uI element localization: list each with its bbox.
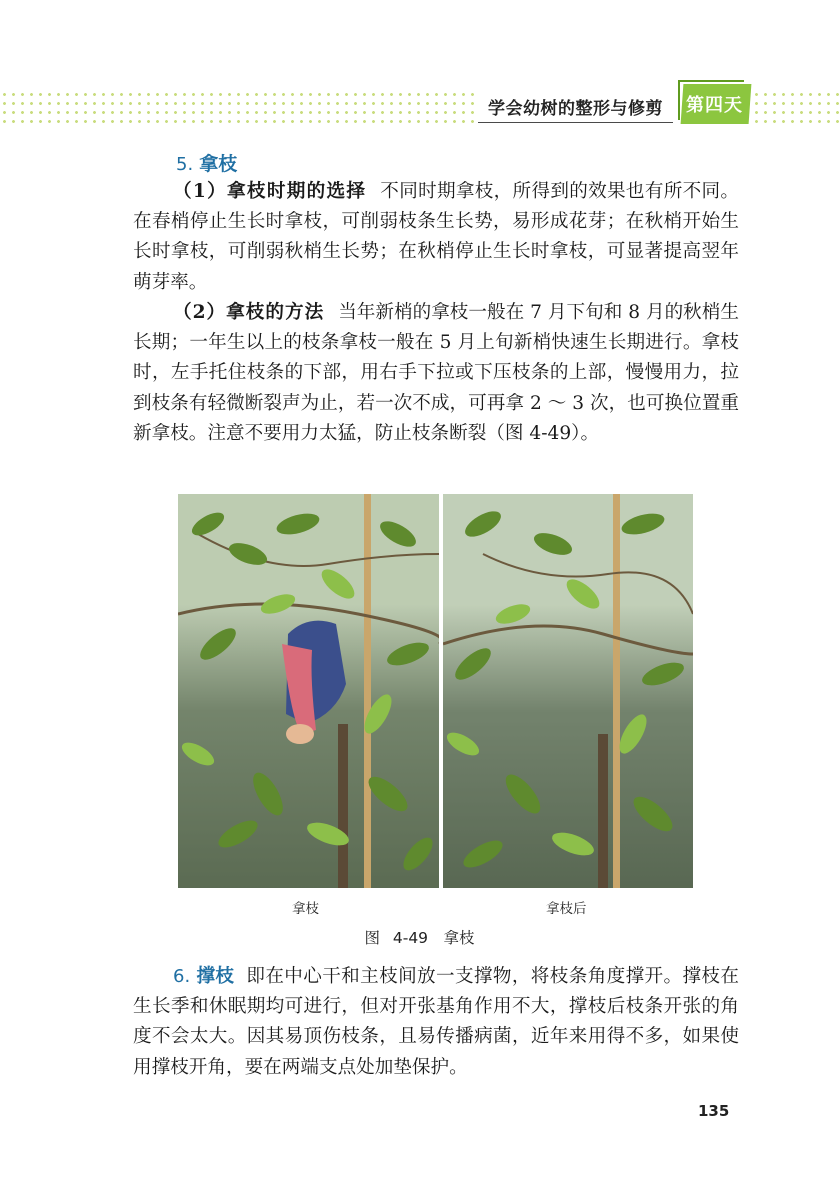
header-dot-pattern-right xyxy=(752,90,839,124)
paragraph-timing xyxy=(133,177,739,298)
section-5-title: 拿枝 xyxy=(199,153,238,175)
header-dot-pattern-left xyxy=(0,90,478,124)
paragraph-method-body: 当年新梢的拿枝一般在 7 月下旬和 8 月的秋梢生长期；一年生以上的枝条拿枝一般在 5 月上旬新梢快速生长期进行。拿枝时，左手托住枝条的下部，用右手下拉或下压枝条的上部，慢慢用力，拉到枝条有轻微断裂声为止，若一次不成，可再拿 2 ～ 3 次，也可换位置重新拿枝。注意不要用力太猛，防止枝条断裂（图 4-49）。 xyxy=(133,302,739,444)
chapter-badge xyxy=(678,80,750,126)
figure-title: 图 4-49 拿枝 xyxy=(364,929,475,947)
paragraph-method-lead: （2）拿枝的方法 xyxy=(173,302,325,323)
page-number: 135 xyxy=(698,1102,730,1120)
running-header-title: 学会幼树的整形与修剪 xyxy=(488,99,663,119)
figure-left-caption: 拿枝 xyxy=(292,901,319,917)
photo-after-bending-illustration xyxy=(443,494,693,888)
paragraph-timing-body: 不同时期拿枝，所得到的效果也有所不同。在春梢停止生长时拿枝，可削弱枝条生长势，易形成花芽；在秋梢开始生长时拿枝，可削弱秋梢生长势；在秋梢停止生长时拿枝，可显著提高翌年萌芽率。 xyxy=(133,181,739,293)
figure-right-caption: 拿枝后 xyxy=(546,901,587,917)
section-5-heading xyxy=(176,149,237,176)
section-6-title: 撑枝 xyxy=(196,966,235,987)
photo-bending-branch xyxy=(178,494,439,888)
photo-bending-branch-illustration xyxy=(178,494,439,888)
photo-after-bending xyxy=(443,494,693,888)
header-rule xyxy=(478,122,673,123)
badge-label: 第四天 xyxy=(686,95,743,116)
paragraph-method xyxy=(133,298,739,449)
paragraph-timing-lead: （1）拿枝时期的选择 xyxy=(173,181,367,202)
paragraph-propping xyxy=(133,962,739,1083)
section-6-number: 6. xyxy=(173,966,191,987)
paragraph-propping-body: 即在中心干和主枝间放一支撑物，将枝条角度撑开。撑枝在生长季和休眠期均可进行，但对开张基角作用不大，撑枝后枝条开张的角度不会太大。因其易顶伤枝条，且易传播病菌，近年来用得不多，如果使用撑枝开角，要在两端支点处加垫保护。 xyxy=(133,966,739,1078)
section-5-number: 5. xyxy=(176,154,194,175)
